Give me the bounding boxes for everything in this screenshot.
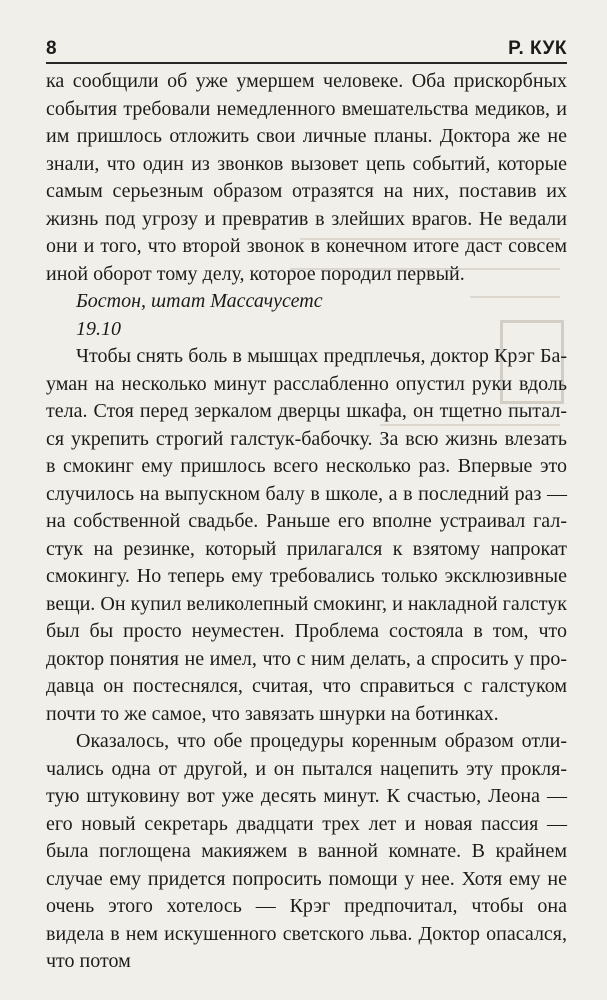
scene-location-heading: Бостон, штат Массачусетс [76,290,323,312]
running-head-author: Р. КУК [508,38,567,59]
paragraph-continued: ка сообщили об уже умершем человеке. Оба прискорбных события требовали немедленного вмешательства медиков, и им пришлось отложить свои личные планы. Доктора же не знали, что один из звонков вызовет цепь событий, которые самым серьезным образом отразятся на них, поставив их жизнь под угрозу и превратив в злейших врагов. Не ведали они и того, что второй звонок в конечном итоге даст совсем иной оборот тому делу, которое породил первый. [46,70,567,285]
paragraph: Чтобы снять боль в мышцах предплечья, доктор Крэг Бауман на несколько минут расслабленно опустил руки вдоль тела. Стоя перед зеркалом дверцы шкафа, он тщетно пытался укрепить строгий галстук-бабочку. За всю жизнь влезать в смокинг ему пришлось всего несколько раз. Впервые это случилось на выпускном балу в школе, а в последний раз — на собственной свадьбе. Раньше его вполне устраивал галстук на резинке, который прилагался к взятому напрокат смокингу. Но теперь ему требовались только эксклюзивные вещи. Он купил великолепный смокинг, и накладной галстук был бы просто неуместен. Проблема состояла в том, что доктор понятия не имел, что с ним делать, а спросить у продавца он постеснялся, считая, что справиться с галстуком почти то же самое, что завязать шнурки на ботинках. [46,345,567,725]
scene-time-heading: 19.10 [76,317,121,340]
body-text [46,60,567,976]
paragraph: Оказалось, что обе процедуры коренным образом отличались одна от другой, и он пытался нацепить эту проклятую штуковину вот уже десять минут. К счастью, Леона — его новый секретарь двадцати трех лет и новая пассия — была поглощена макияжем в ванной комнате. В крайнем случае ему придется попросить помощи у нее. Хотя ему не очень этого хотелось — Крэг предпочитал, чтобы она видела в нем искушенного светского льва. Доктор опасался, что потом [46,730,567,972]
page-header [46,0,567,60]
page-number: 8 [46,38,57,59]
